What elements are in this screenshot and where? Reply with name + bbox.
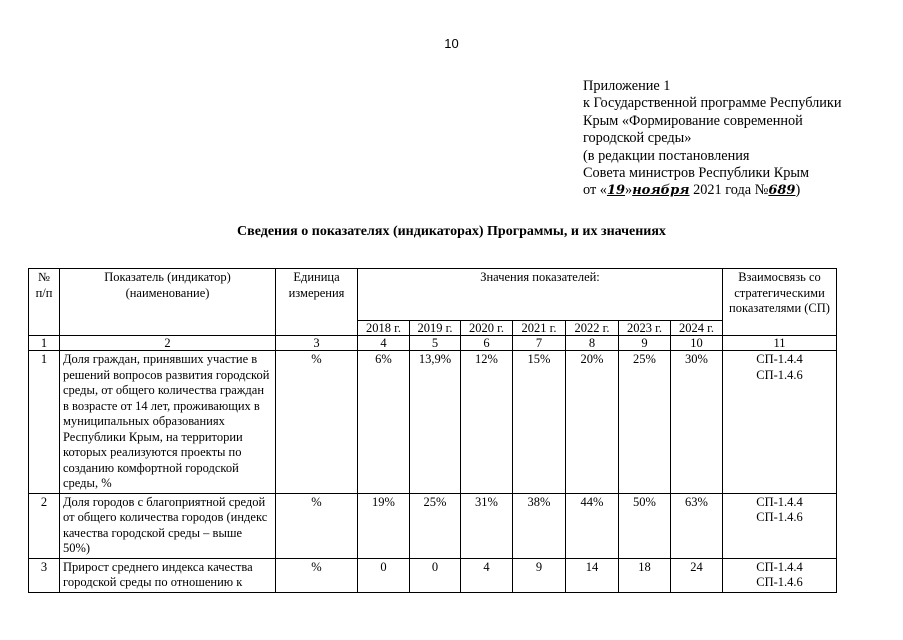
column-number: 5 xyxy=(410,336,461,351)
row-value: 44% xyxy=(566,493,619,558)
header-row xyxy=(29,269,837,321)
row-value: 31% xyxy=(461,493,513,558)
date-mid2: 2021 года № xyxy=(689,182,769,199)
document-title: Сведения о показателях (индикаторах) Программы, и их значениях xyxy=(237,224,666,239)
year-cell: 2018 г. xyxy=(358,321,410,336)
row-num: 2 xyxy=(29,493,60,558)
column-number: 8 xyxy=(566,336,619,351)
row-value: 14 xyxy=(566,558,619,592)
indicators-table xyxy=(28,268,837,593)
year-cell: 2020 г. xyxy=(461,321,513,336)
table-row xyxy=(29,558,837,592)
year-cell: 2023 г. xyxy=(619,321,671,336)
header-values: Значения показателей: xyxy=(358,269,723,321)
year-cell: 2019 г. xyxy=(410,321,461,336)
column-number: 4 xyxy=(358,336,410,351)
header-unit: Единица измерения xyxy=(276,269,358,336)
appendix-line: Приложение 1 xyxy=(583,78,671,94)
row-value: 25% xyxy=(619,351,671,494)
table-row xyxy=(29,493,837,558)
row-value: 38% xyxy=(513,493,566,558)
row-unit: % xyxy=(276,558,358,592)
row-value: 30% xyxy=(671,351,723,494)
row-unit: % xyxy=(276,493,358,558)
sp-code: СП-1.4.6 xyxy=(756,575,803,589)
appendix-date-line xyxy=(583,182,893,199)
row-value: 20% xyxy=(566,351,619,494)
row-value: 0 xyxy=(358,558,410,592)
date-mid1: » xyxy=(625,182,633,199)
date-prefix: от « xyxy=(583,182,607,199)
row-sp xyxy=(723,558,837,592)
row-indicator: Прирост среднего индекса качества городской среды по отношению к xyxy=(60,558,276,592)
year-cell: 2024 г. xyxy=(671,321,723,336)
header-link: Взаимосвязь со стратегическими показателями (СП) xyxy=(723,269,837,336)
row-value: 9 xyxy=(513,558,566,592)
date-suffix: ) xyxy=(795,182,801,199)
row-value: 15% xyxy=(513,351,566,494)
appendix-line: Совета министров Республики Крым xyxy=(583,164,810,181)
handwritten-month: ноября xyxy=(632,183,690,199)
column-number: 11 xyxy=(723,336,837,351)
row-unit: % xyxy=(276,351,358,494)
sp-code: СП-1.4.4 xyxy=(756,352,803,366)
appendix-line: к Государственной программе Республики xyxy=(583,95,842,112)
row-value: 4 xyxy=(461,558,513,592)
column-number: 3 xyxy=(276,336,358,351)
sp-code: СП-1.4.6 xyxy=(756,367,803,382)
row-value: 0 xyxy=(410,558,461,592)
handwritten-day: 19 xyxy=(606,183,626,199)
appendix-block xyxy=(583,78,893,200)
appendix-line: городской среды» xyxy=(583,130,692,147)
row-value: 50% xyxy=(619,493,671,558)
year-cell: 2022 г. xyxy=(566,321,619,336)
row-value: 24 xyxy=(671,558,723,592)
row-value: 12% xyxy=(461,351,513,494)
column-number: 7 xyxy=(513,336,566,351)
row-value: 13,9% xyxy=(410,351,461,494)
row-value: 6% xyxy=(358,351,410,494)
year-cell: 2021 г. xyxy=(513,321,566,336)
sp-code: СП-1.4.4 xyxy=(756,559,803,574)
row-value: 19% xyxy=(358,493,410,558)
row-sp xyxy=(723,351,837,494)
column-number: 10 xyxy=(671,336,723,351)
appendix-line: Крым «Формирование современной xyxy=(583,112,803,129)
table-row xyxy=(29,351,837,494)
row-value: 18 xyxy=(619,558,671,592)
header-num: № п/п xyxy=(29,269,60,336)
appendix-line: (в редакции постановления xyxy=(583,147,750,164)
sp-code: СП-1.4.4 xyxy=(756,494,803,509)
header-indicator: Показатель (индикатор) (наименование) xyxy=(60,269,276,336)
row-num: 3 xyxy=(29,558,60,592)
row-sp xyxy=(723,493,837,558)
column-number: 6 xyxy=(461,336,513,351)
row-value: 25% xyxy=(410,493,461,558)
column-number: 1 xyxy=(29,336,60,351)
column-numbers-row xyxy=(29,336,837,351)
row-indicator: Доля граждан, принявших участие в решений вопросов развития городской среды, от общего количества граждан в возрасте от 14 лет, проживающих в муниципальных образованиях Республики Крым, на территории которых реализуются проекты по созданию комфортной городской среды, % xyxy=(60,351,276,494)
page-number: 10 xyxy=(444,36,459,51)
sp-code: СП-1.4.6 xyxy=(756,510,803,524)
handwritten-number: 689 xyxy=(768,183,796,199)
column-number: 9 xyxy=(619,336,671,351)
column-number: 2 xyxy=(60,336,276,351)
row-indicator: Доля городов с благоприятной средой от общего количества городов (индекс качества городской среды – выше 50%) xyxy=(60,493,276,558)
row-num: 1 xyxy=(29,351,60,494)
row-value: 63% xyxy=(671,493,723,558)
